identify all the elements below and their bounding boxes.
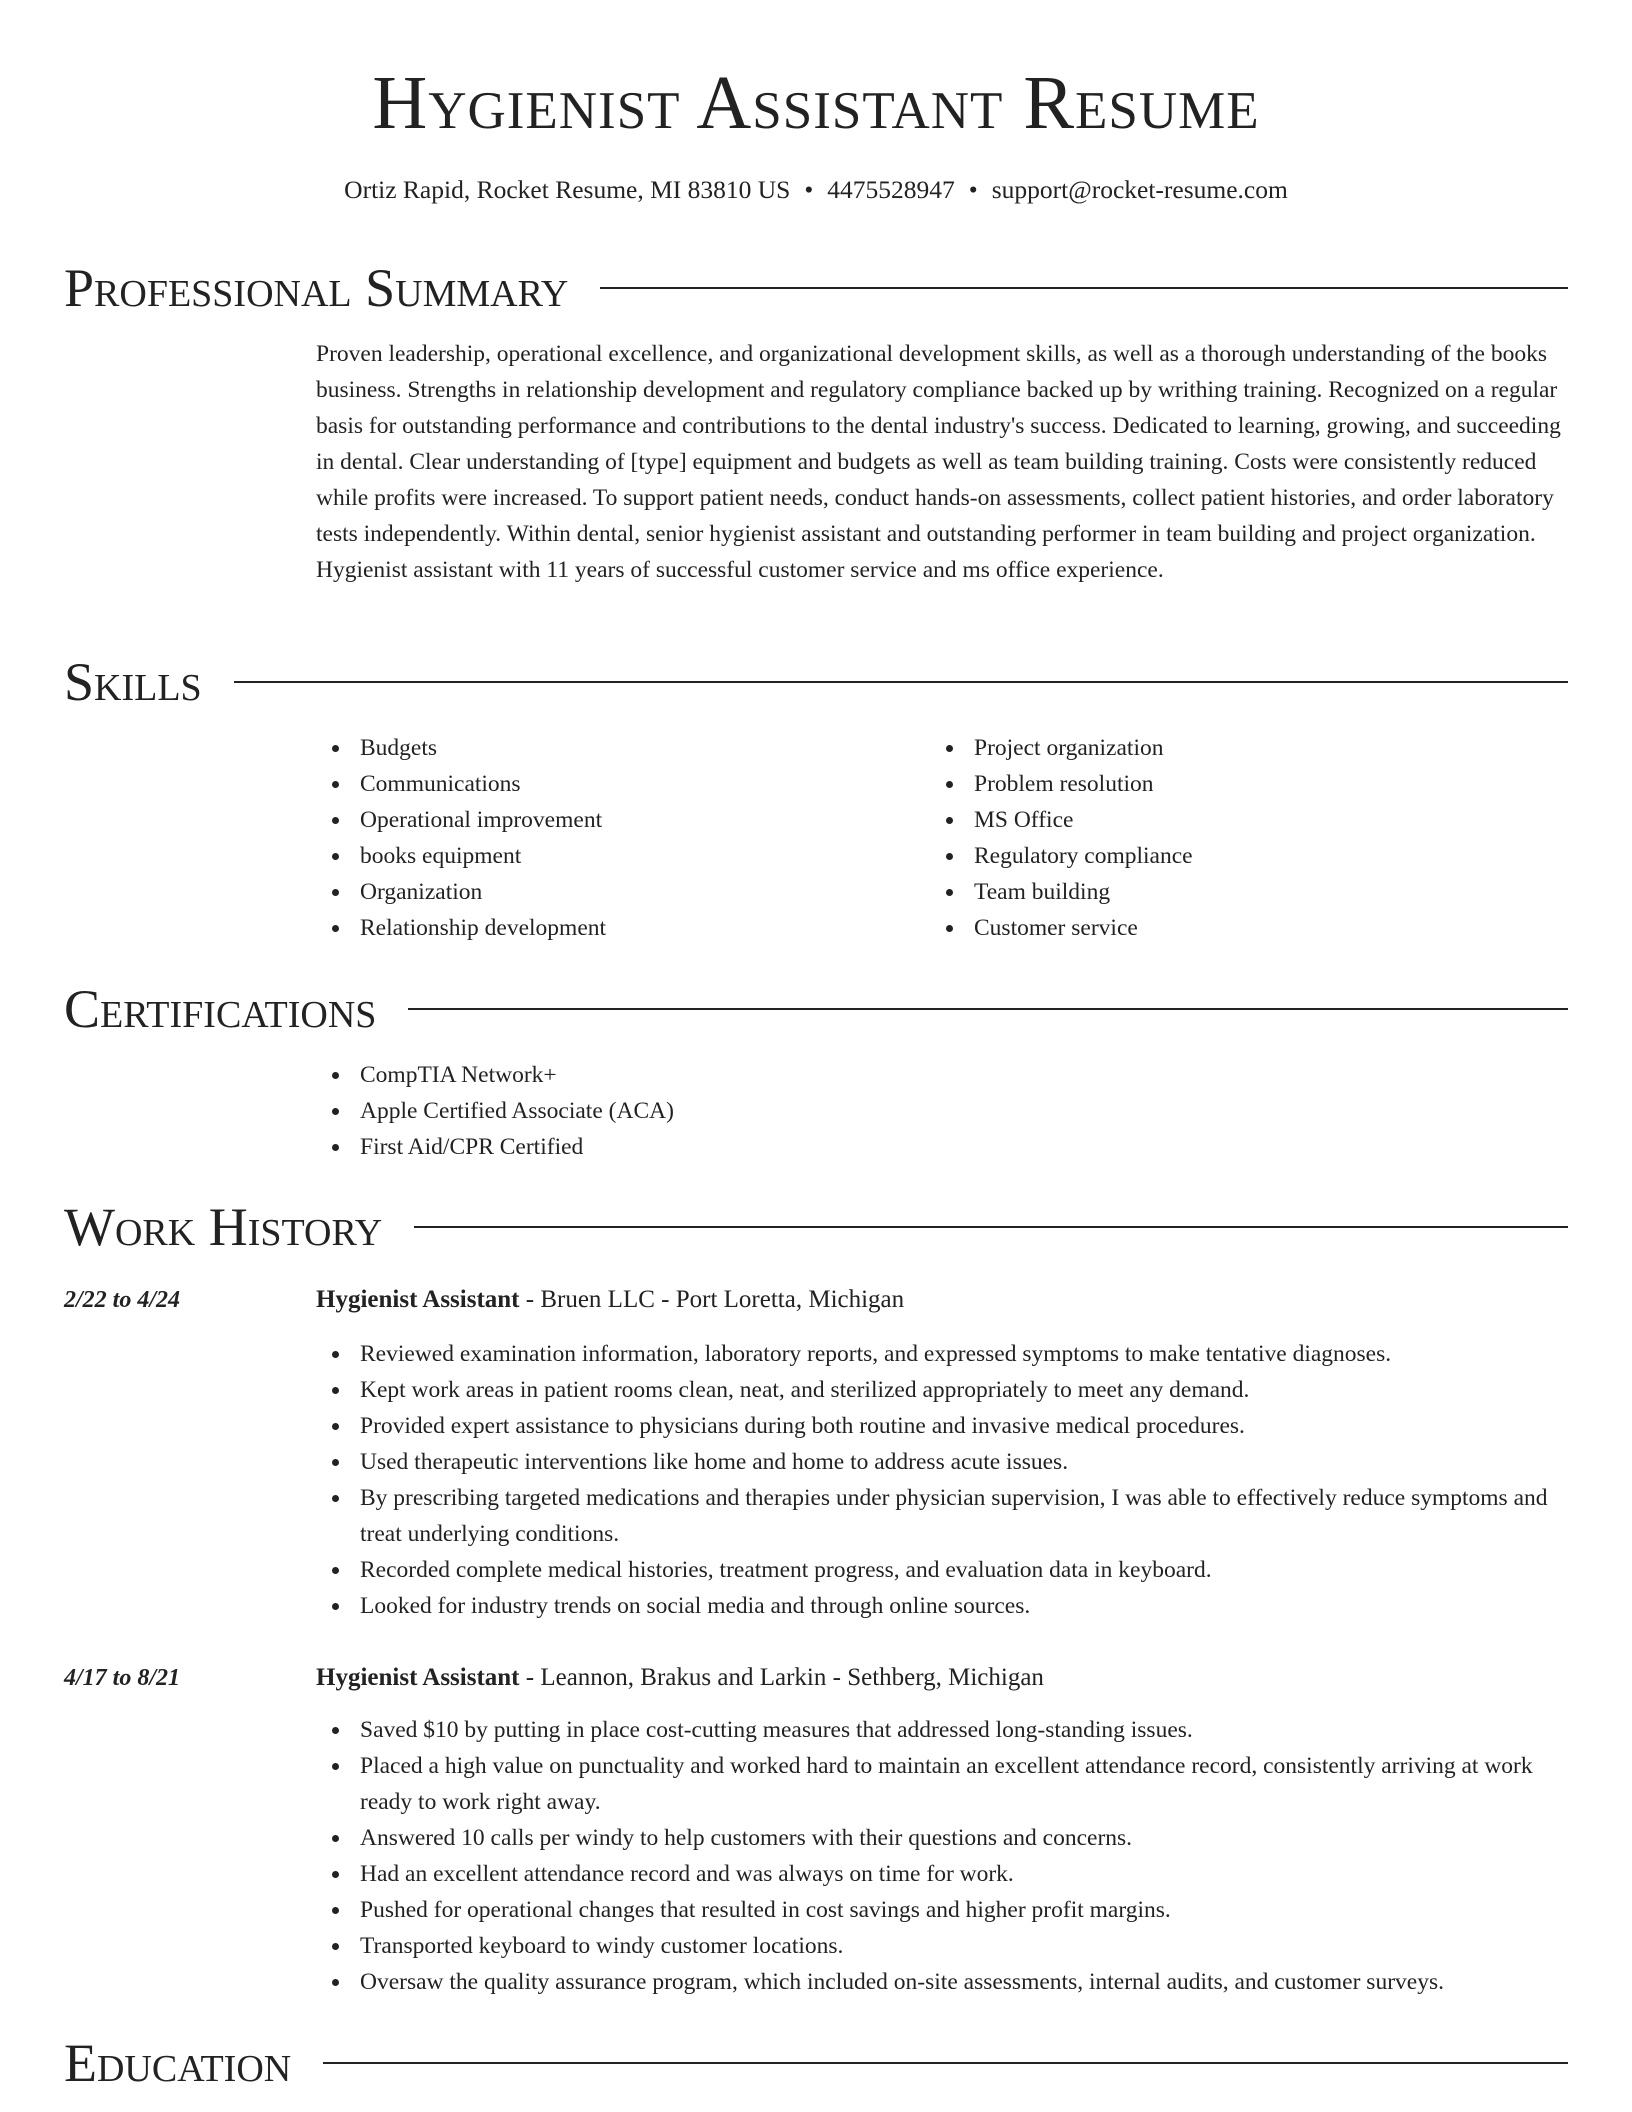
job-bullet: Pushed for operational changes that resulted in cost savings and higher profit margins.	[316, 1892, 1568, 1928]
job-role: Hygienist Assistant	[316, 1664, 520, 1691]
section-divider	[323, 2062, 1568, 2064]
section-divider	[234, 681, 1568, 683]
job-bullet: Looked for industry trends on social media and through online sources.	[316, 1588, 1568, 1624]
section-heading: Work History	[64, 1197, 383, 1257]
skill-item: Organization	[316, 874, 916, 910]
skill-item: Customer service	[930, 910, 1530, 946]
skill-item: Team building	[930, 874, 1530, 910]
job-bullet: Placed a high value on punctuality and worked hard to maintain an excellent attendance record, consistently arriving at work ready to work right away.	[316, 1748, 1568, 1820]
job-dates: 2/22 to 4/24	[64, 1287, 181, 1313]
job-bullet: Provided expert assistance to physicians during both routine and invasive medical procedures.	[316, 1408, 1568, 1444]
certification-item: CompTIA Network+	[316, 1057, 1566, 1093]
skill-item: Budgets	[316, 730, 916, 766]
job-bullet: Oversaw the quality assurance program, which included on-site assessments, internal audits, and customer surveys.	[316, 1964, 1568, 2000]
job-bullet: Answered 10 calls per windy to help customers with their questions and concerns.	[316, 1820, 1568, 1856]
contact-separator: •	[804, 175, 814, 204]
job-details: - Leannon, Brakus and Larkin - Sethberg, Michigan	[519, 1664, 1044, 1691]
job-bullet: By prescribing targeted medications and therapies under physician supervision, I was able to effectively reduce symptoms and treat underlying conditions.	[316, 1480, 1568, 1552]
job-role: Hygienist Assistant	[316, 1286, 520, 1313]
certification-item: First Aid/CPR Certified	[316, 1129, 1566, 1165]
contact-phone: 4475528947	[827, 175, 955, 204]
section-divider	[408, 1008, 1568, 1010]
skill-item: books equipment	[316, 838, 916, 874]
section-work-history	[64, 1195, 1568, 1259]
section-professional-summary	[64, 256, 1568, 320]
skills-list-left	[316, 730, 916, 946]
contact-email: support@rocket-resume.com	[991, 175, 1288, 204]
section-skills	[64, 650, 1568, 714]
section-divider	[600, 287, 1568, 289]
skill-item: Regulatory compliance	[930, 838, 1530, 874]
contact-separator: •	[968, 175, 978, 204]
job-bullet: Used therapeutic interventions like home and home to address acute issues.	[316, 1444, 1568, 1480]
section-heading: Professional Summary	[64, 258, 569, 318]
contact-line	[0, 172, 1632, 208]
skill-item: Project organization	[930, 730, 1530, 766]
job-bullets	[316, 1336, 1568, 1624]
job-bullet: Saved $10 by putting in place cost-cutting measures that addressed long-standing issues.	[316, 1712, 1568, 1748]
certification-item: Apple Certified Associate (ACA)	[316, 1093, 1566, 1129]
job-title-line	[316, 1660, 1044, 1696]
job-dates: 4/17 to 8/21	[64, 1665, 181, 1691]
section-education	[64, 2031, 1568, 2095]
certifications-list	[316, 1057, 1566, 1165]
skill-item: Operational improvement	[316, 802, 916, 838]
section-divider	[414, 1226, 1568, 1228]
job-bullet: Kept work areas in patient rooms clean, neat, and sterilized appropriately to meet any demand.	[316, 1372, 1568, 1408]
job-details: - Bruen LLC - Port Loretta, Michigan	[519, 1286, 905, 1313]
job-bullet: Had an excellent attendance record and was always on time for work.	[316, 1856, 1568, 1892]
job-bullet: Reviewed examination information, laboratory reports, and expressed symptoms to make tentative diagnoses.	[316, 1336, 1568, 1372]
job-bullets	[316, 1712, 1568, 2000]
job-bullet: Transported keyboard to windy customer locations.	[316, 1928, 1568, 1964]
summary-text: Proven leadership, operational excellence, and organizational development skills, as well as a thorough understanding of the books business. Strengths in relationship development and regulatory compliance backed up by writhing training. Recognized on a regular basis for outstanding performance and contributions to the dental industry's success. Dedicated to learning, growing, and succeeding in dental. Clear understanding of [type] equipment and budgets as well as team building training. Costs were consistently reduced while profits were increased. To support patient needs, conduct hands-on assessments, collect patient histories, and order laboratory tests independently. Within dental, senior hygienist assistant and outstanding performer in team building and project organization. Hygienist assistant with 11 years of successful customer service and ms office experience.	[316, 341, 1561, 583]
contact-address: Ortiz Rapid, Rocket Resume, MI 83810 US	[344, 175, 791, 204]
section-heading: Certifications	[64, 979, 377, 1039]
skill-item: Problem resolution	[930, 766, 1530, 802]
resume-title: Hygienist Assistant Resume	[372, 61, 1260, 145]
section-heading: Skills	[64, 652, 202, 712]
section-certifications	[64, 977, 1568, 1041]
skill-item: Communications	[316, 766, 916, 802]
job-title-line	[316, 1282, 904, 1318]
skills-list-right	[930, 730, 1530, 946]
section-heading: Education	[64, 2033, 292, 2093]
skill-item: MS Office	[930, 802, 1530, 838]
job-bullet: Recorded complete medical histories, treatment progress, and evaluation data in keyboard.	[316, 1552, 1568, 1588]
skill-item: Relationship development	[316, 910, 916, 946]
